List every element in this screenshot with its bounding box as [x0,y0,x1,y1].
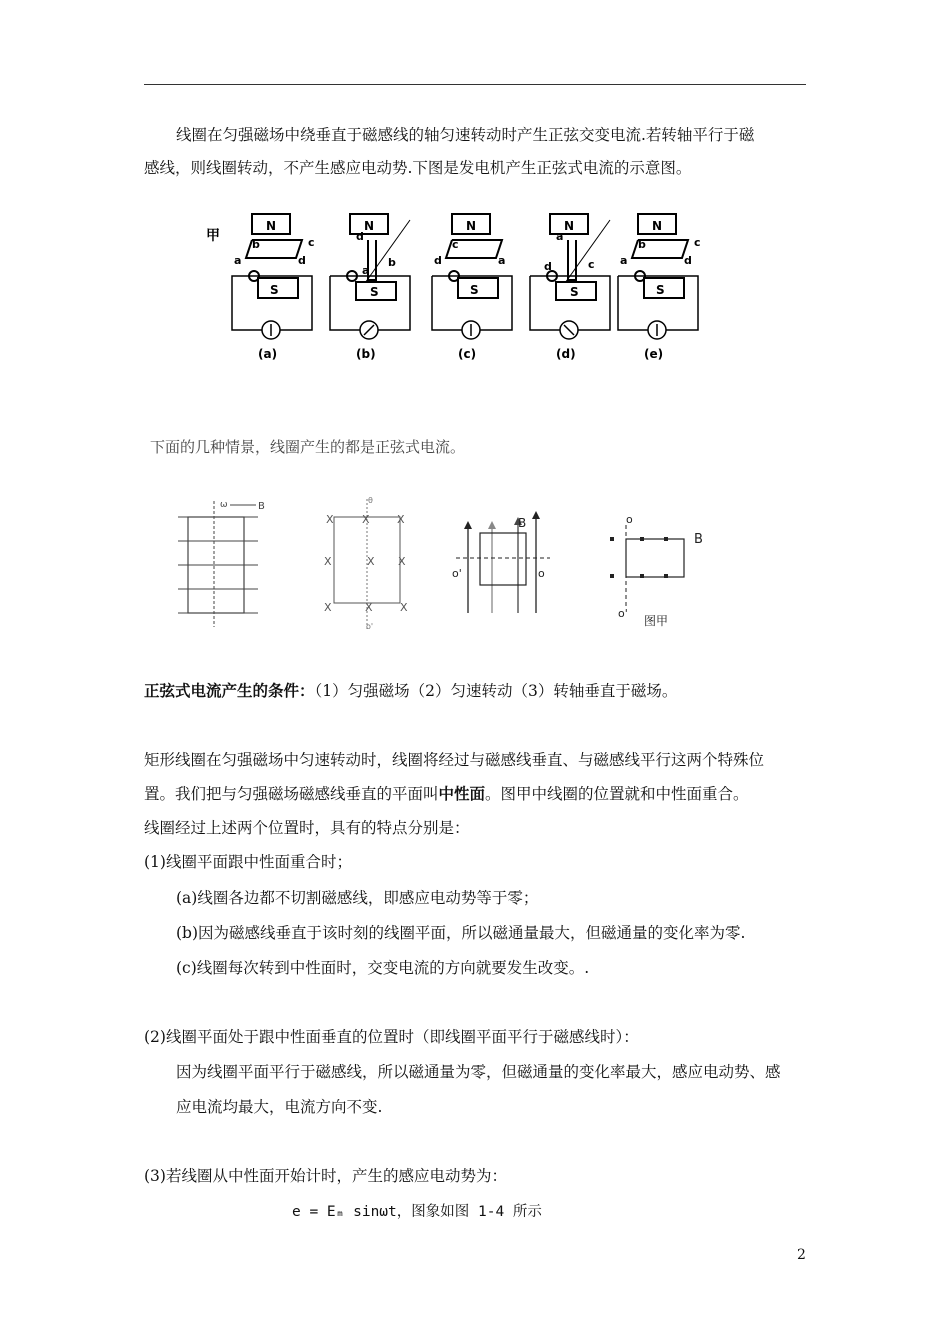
case2-line-1: 因为线圈平面平行于磁感线，所以磁通量为零，但磁通量的变化率最大，感应电动势、感 [176,1063,781,1081]
coil-label: d [684,254,692,267]
neutral-line-1: 矩形线圈在匀强磁场中匀速转动时，线圈将经过与磁感线垂直、与磁感线平行这两个特殊位 [144,751,765,769]
figure2-caption: 下面的几种情景，线圈产生的都是正弦式电流。 [150,438,466,456]
label-b3: B [518,516,527,530]
magnet-n: N [266,219,277,233]
case1-a: (a)线圈各边都不切割磁感线，即感应电动势等于零； [176,889,539,907]
coil-label: c [452,238,459,251]
coil-label: d [434,254,442,267]
intro-line-2: 感线，则线圈转动，不产生感应电动势.下图是发电机产生正弦式电流的示意图。 [144,159,692,177]
scenario-4 [610,525,684,607]
neutral-line-3: 线圈经过上述两个位置时，具有的特点分别是： [144,819,470,837]
case1-b: (b)因为磁感线垂直于该时刻的线圈平面，所以磁通量最大，但磁通量的变化率为零. [176,924,746,942]
magnet-n: N [466,219,477,233]
conditions-line [144,680,677,702]
coil-label: d [298,254,306,267]
header-rule [144,84,806,85]
x-mark: X [400,601,408,614]
magnet-s: S [370,285,379,299]
intro-line-1: 线圈在匀强磁场中绕垂直于磁感线的轴匀速转动时产生正弦交变电流.若转轴平行于磁 [176,126,755,144]
coil-label: b [388,256,396,269]
x-mark: X [324,555,332,568]
coil-label: c [308,236,315,249]
label-jia: 甲 [206,228,220,244]
panel-e [618,214,701,361]
label-theta: θ [368,496,373,505]
magnet-s: S [570,285,579,299]
scenario-1 [178,501,258,627]
panel-caption: (d) [556,347,576,361]
magnet-n: N [652,219,663,233]
case3-title: (3)若线圈从中性面开始计时，产生的感应电动势为： [144,1167,507,1185]
panel-d [530,214,610,361]
coil-label: a [362,264,370,277]
x-mark: X [398,555,406,568]
coil-label: c [588,258,595,271]
coil-label: a [234,254,242,267]
panel-caption: (c) [458,347,477,361]
x-mark: X [367,555,375,568]
x-mark: X [365,601,373,614]
panel-a [232,214,315,361]
neutral-line-2-pre: 置。我们把与匀强磁场磁感线垂直的平面叫 [144,785,439,803]
scenario-3 [456,511,550,613]
panel-caption: (b) [356,347,376,361]
x-mark: X [324,601,332,614]
magnet-s: S [270,283,279,297]
label-b1: B [258,501,265,512]
coil-label: a [620,254,628,267]
case1-title: (1)线圈平面跟中性面重合时； [144,853,352,871]
generator-figure [200,200,720,370]
neutral-line-2-post: 。图甲中线圈的位置就和中性面重合。 [485,785,749,803]
panel-caption: (e) [644,347,664,361]
label-o3-left: o' [452,567,462,580]
label-tujia: 图甲 [644,614,669,628]
page-number: 2 [797,1247,806,1263]
coil-label: b [252,238,260,251]
label-o3-right: o [538,567,545,580]
conditions-title: 正弦式电流产生的条件： [144,681,315,700]
magnet-n: N [564,219,575,233]
label-o4-bot: o' [618,607,628,620]
case1-c: (c)线圈每次转到中性面时，交变电流的方向就要发生改变。. [176,959,590,977]
magnet-s: S [656,283,665,297]
x-mark: X [362,513,370,526]
label-o4-top: o [626,513,633,526]
label-b4: B [694,532,703,547]
coil-label: b [638,238,646,251]
coil-label: a [556,230,564,243]
case3-formula: e = Eₘ sinωt，图象如图 1-4 所示 [292,1204,542,1220]
neutral-line-2 [144,783,749,805]
panel-caption: (a) [258,347,278,361]
coil-label: c [694,236,701,249]
x-mark: X [326,513,334,526]
label-omega: ω [220,500,228,510]
panel-c [432,214,512,361]
magnet-n: N [364,219,375,233]
coil-label: d [356,230,364,243]
x-mark: X [397,513,405,526]
label-o-bot: o' [366,622,374,631]
panel-b [330,214,410,361]
case2-line-2: 应电流均最大，电流方向不变. [176,1098,383,1116]
neutral-plane-term: 中性面 [438,784,486,803]
coil-label: a [498,254,506,267]
case2-title: (2)线圈平面处于跟中性面垂直的位置时（即线圈平面平行于磁感线时）： [144,1028,639,1046]
conditions-text: （1）匀强磁场（2）匀速转动（3）转轴垂直于磁场。 [314,682,678,700]
coil-label: d [544,260,552,273]
magnet-s: S [470,283,479,297]
scenarios-figure [170,495,730,635]
